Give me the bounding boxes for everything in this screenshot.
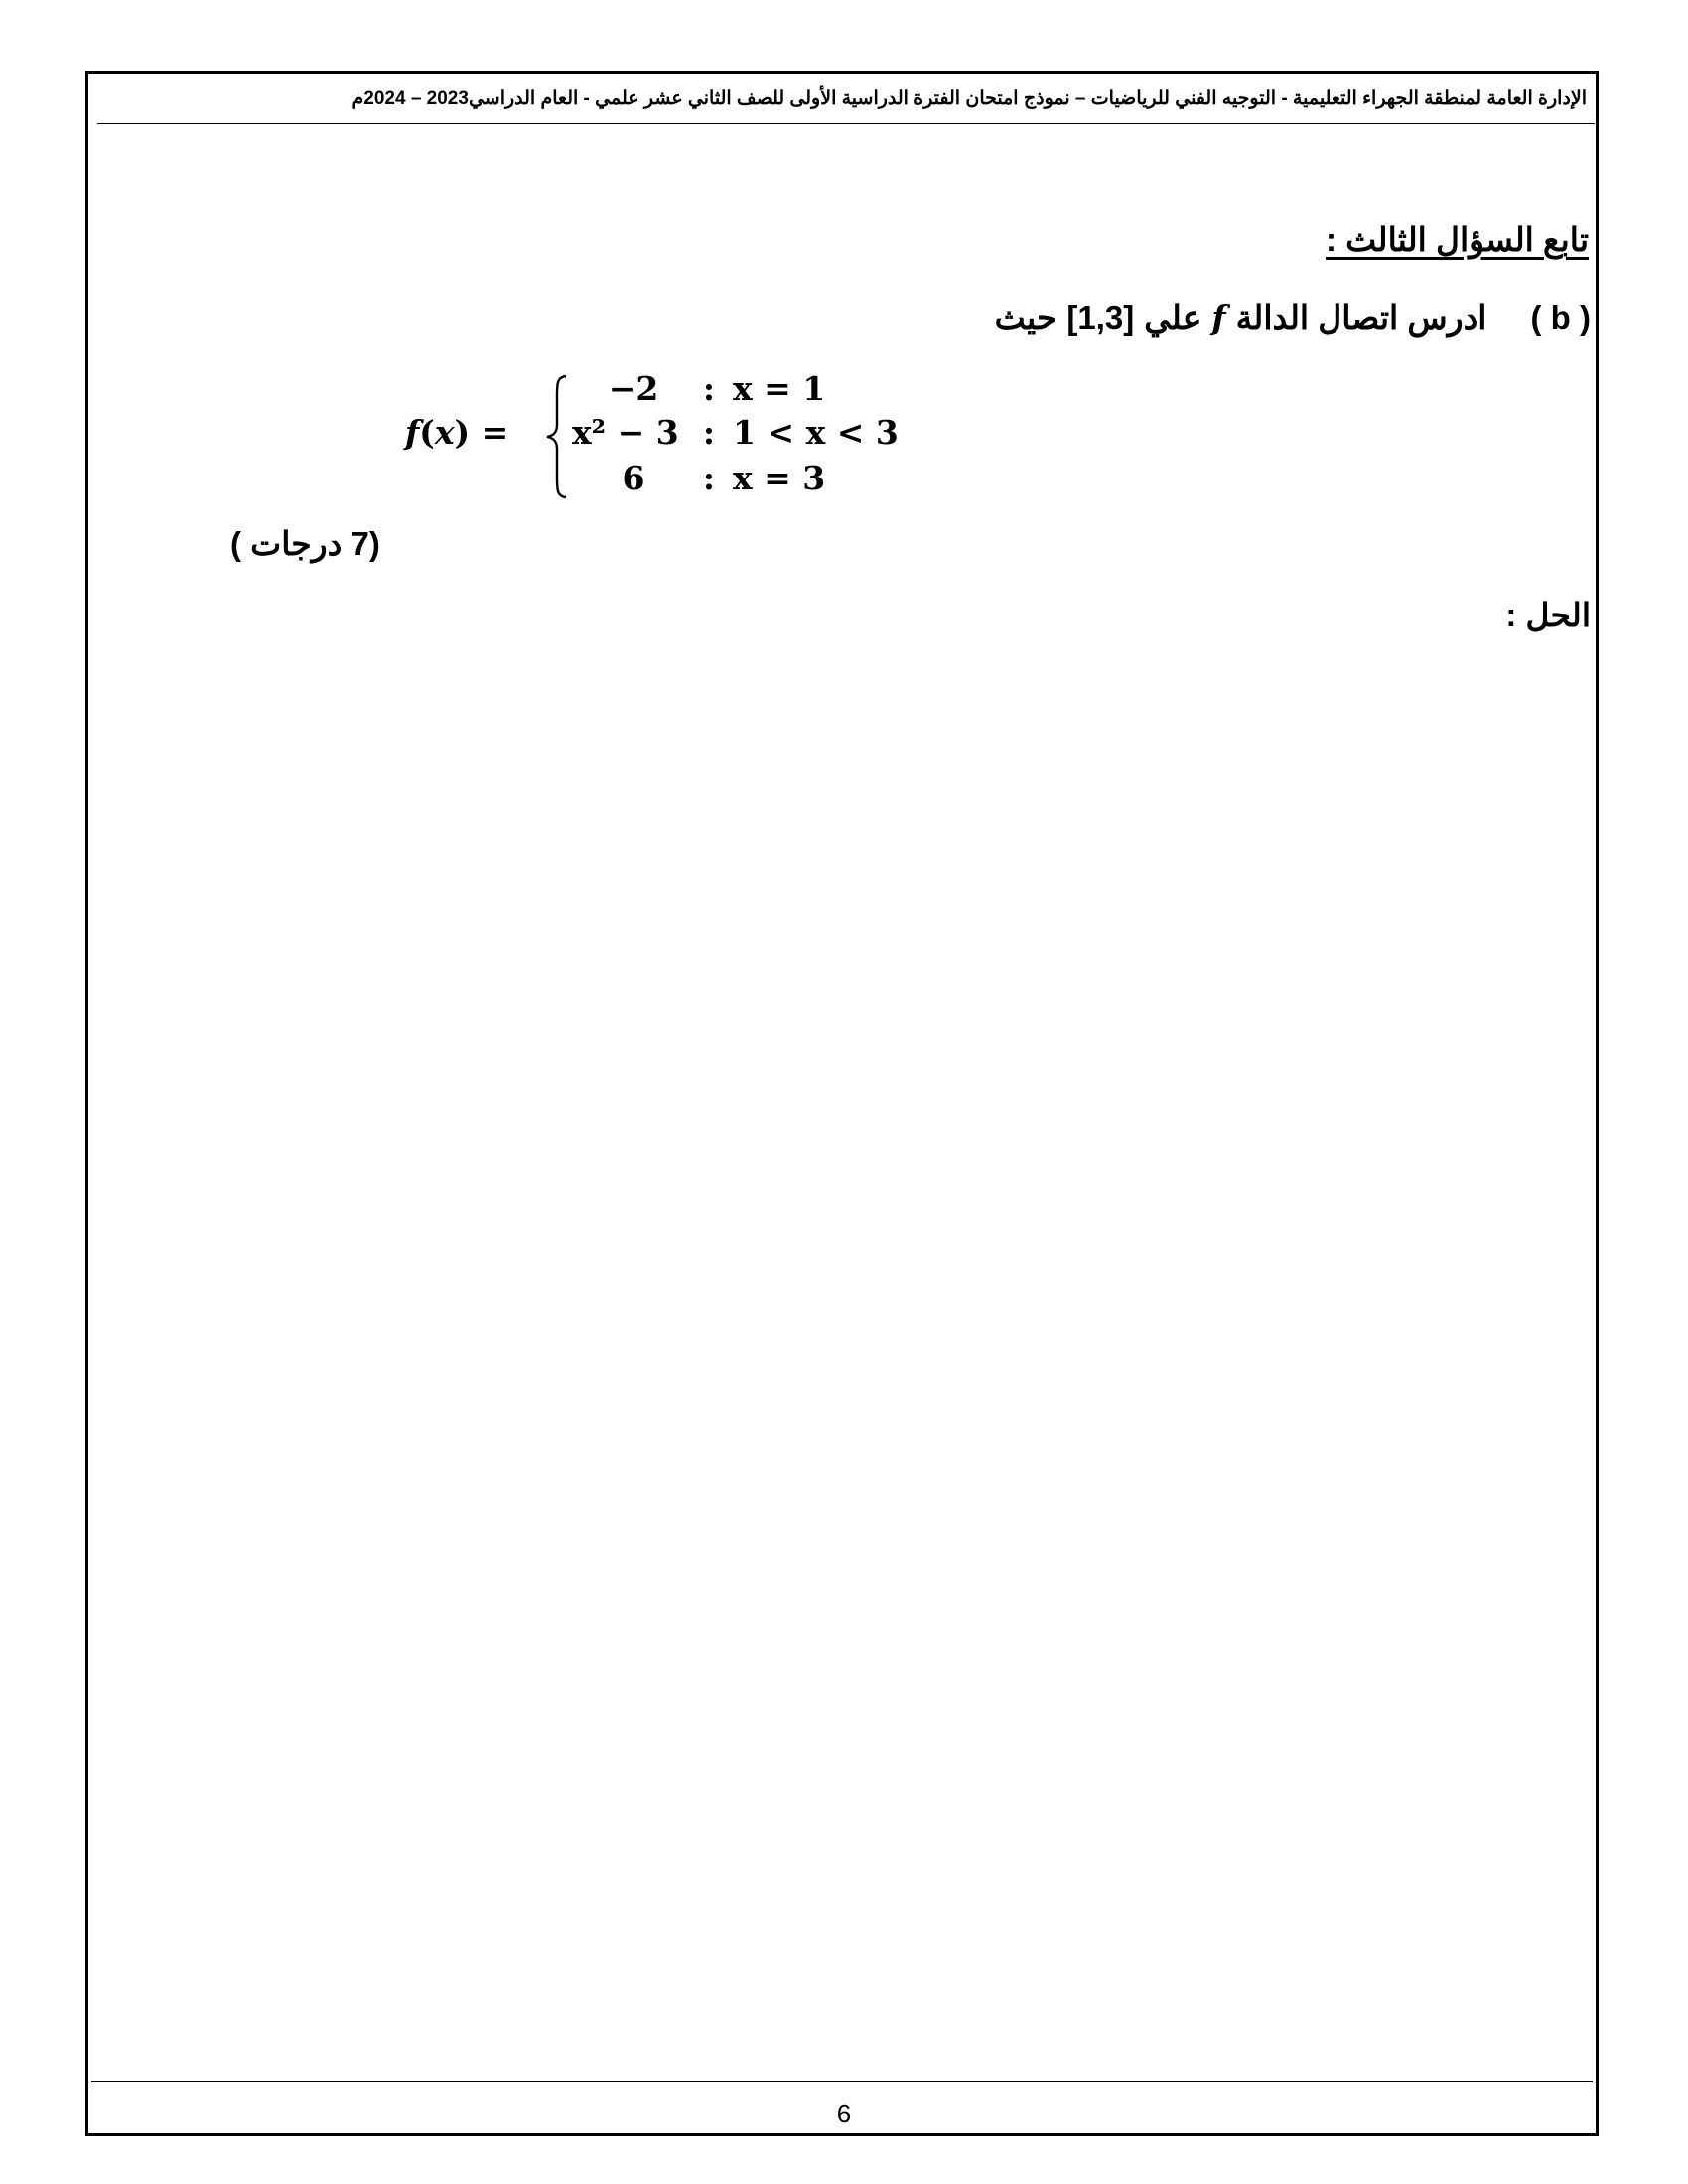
equation-lhs: f(x) = — [405, 413, 509, 452]
case-2-value: x² − 3 — [572, 413, 679, 452]
question-degrees: (7 درجات ) — [230, 525, 380, 562]
page-number: 6 — [836, 2099, 852, 2128]
solution-label: الحل : — [1505, 597, 1591, 633]
question-text-end: حيث — [994, 299, 1057, 336]
question-interval: [1,3] — [1066, 299, 1135, 336]
piecewise-equation — [405, 367, 921, 506]
case-1-condition: x = 1 — [733, 369, 826, 408]
case-2-separator: : — [702, 413, 716, 452]
case-2-condition: 1 < x < 3 — [733, 413, 899, 452]
question-line — [995, 298, 1591, 337]
section-title: تابع السؤال الثالث : — [1325, 221, 1589, 258]
case-3-separator: : — [702, 459, 716, 497]
case-1-value: −2 — [608, 369, 659, 408]
question-text-after: علي — [1144, 299, 1202, 336]
left-brace-icon — [544, 373, 570, 500]
question-label: ( b ) — [1530, 299, 1591, 336]
page-header: الإدارة العامة لمنطقة الجهراء التعليمية - التوجيه الفني للرياضيات – نموذج امتحان الفترة الدراسية الأولى للصف الثاني عشر علمي - العام الدراسي2023 – 2024م — [352, 88, 1587, 109]
footer-divider — [91, 2081, 1593, 2082]
question-text-before: ادرس اتصال الدالة — [1235, 299, 1487, 336]
case-1-separator: : — [702, 369, 716, 408]
case-3-condition: x = 3 — [733, 459, 826, 497]
case-3-value: 6 — [622, 459, 645, 497]
function-symbol: f — [1211, 298, 1226, 337]
header-divider — [97, 123, 1595, 124]
